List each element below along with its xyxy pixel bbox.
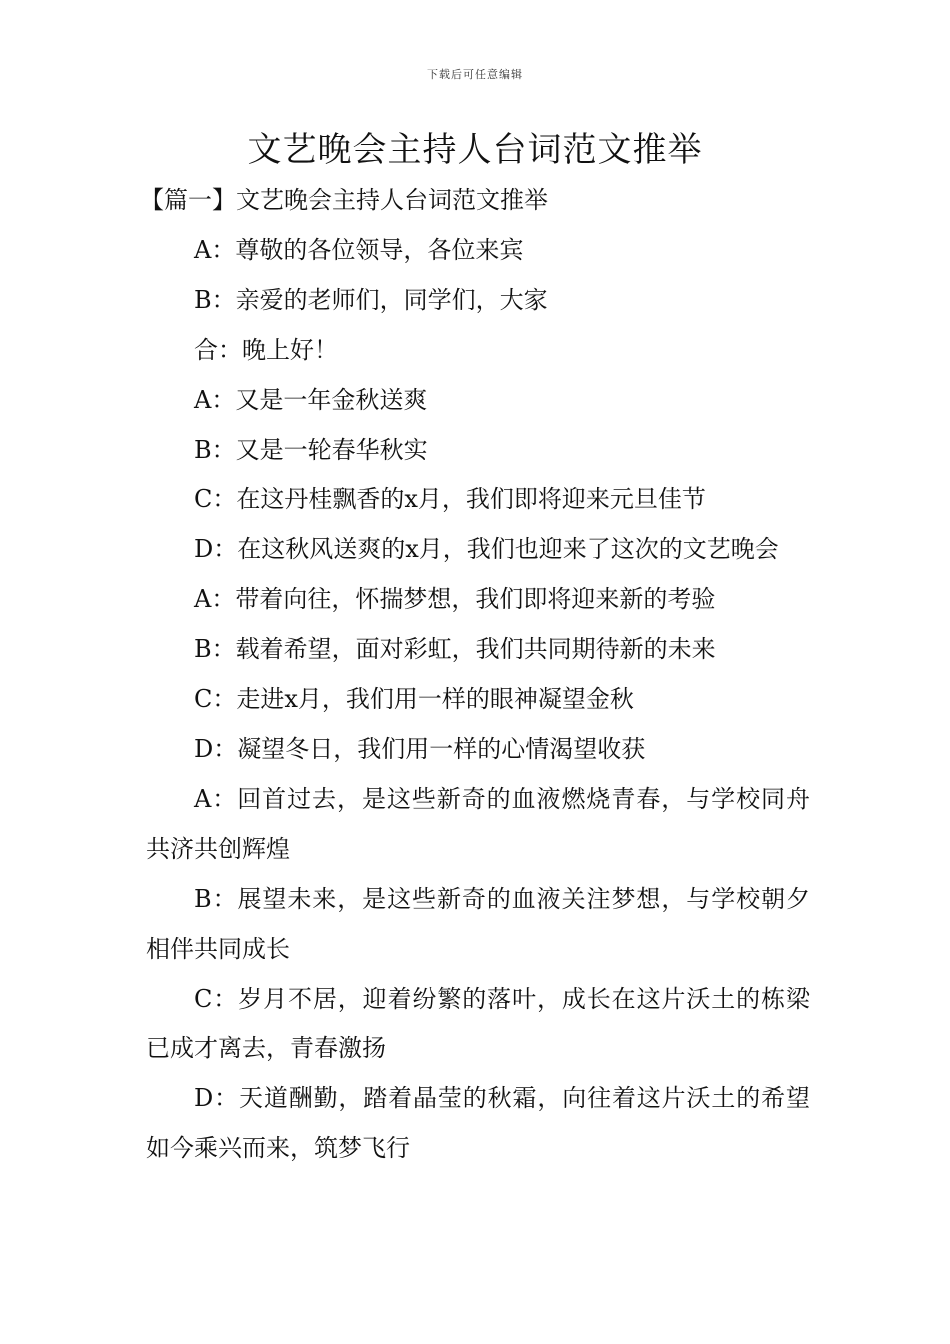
paragraph: B：展望未来，是这些新奇的血液关注梦想，与学校朝夕相伴共同成长 xyxy=(146,884,810,963)
paragraph: A：尊敬的各位领导，各位来宾 xyxy=(194,235,524,264)
paragraph: B：载着希望，面对彩虹，我们共同期待新的未来 xyxy=(194,635,716,664)
document-body xyxy=(140,176,810,1174)
section-heading: 【篇一】文艺晚会主持人台词范文推举 xyxy=(140,186,548,214)
paragraph: C：岁月不居，迎着纷繁的落叶，成长在这片沃土的栋梁已成才离去，青春激扬 xyxy=(146,984,810,1063)
paragraph: A：带着向往，怀揣梦想，我们即将迎来新的考验 xyxy=(194,585,716,614)
paragraph: A：回首过去，是这些新奇的血液燃烧青春，与学校同舟共济共创辉煌 xyxy=(146,784,810,863)
paragraph: B：又是一轮春华秋实 xyxy=(194,435,428,464)
paragraph: C：走进x月，我们用一样的眼神凝望金秋 xyxy=(194,685,634,714)
paragraph: D：天道酬勤，踏着晶莹的秋霜，向往着这片沃土的希望如今乘兴而来，筑梦飞行 xyxy=(146,1084,810,1163)
paragraph: A：又是一年金秋送爽 xyxy=(194,385,428,414)
document-title: 文艺晚会主持人台词范文推举 xyxy=(247,130,703,170)
paragraph: D：凝望冬日，我们用一样的心情渴望收获 xyxy=(194,734,646,763)
paragraph: B：亲爱的老师们，同学们，大家 xyxy=(194,285,548,314)
paragraph: D：在这秋风送爽的x月，我们也迎来了这次的文艺晚会 xyxy=(194,535,779,564)
header-note: 下载后可任意编辑 xyxy=(427,68,523,81)
paragraph: C：在这丹桂飘香的x月，我们即将迎来元旦佳节 xyxy=(194,485,706,514)
paragraph: 合：晚上好！ xyxy=(194,335,338,364)
